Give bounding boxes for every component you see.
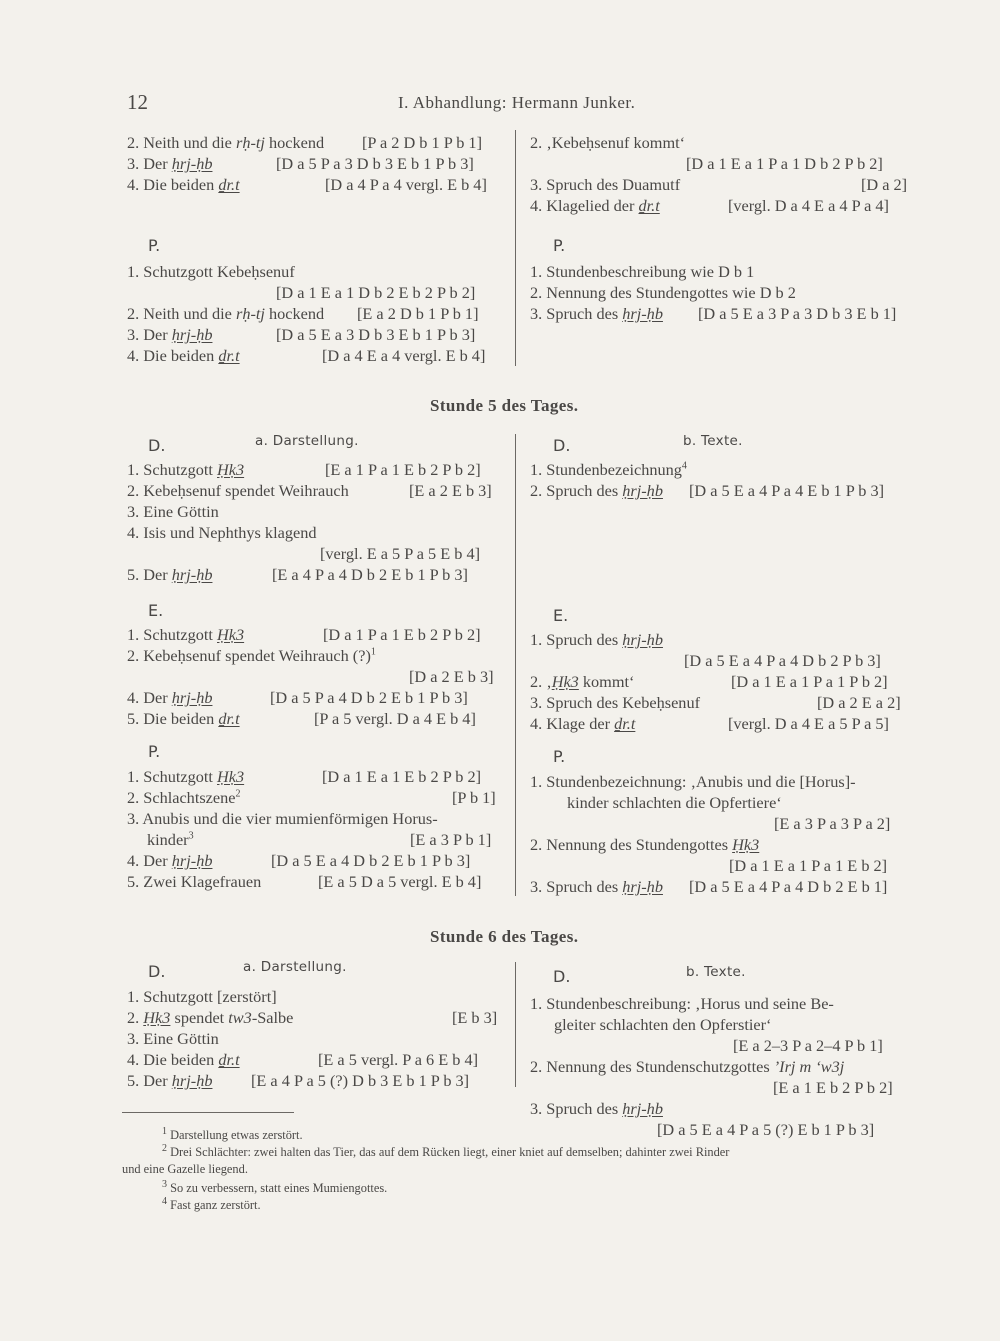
reference: [vergl. D a 4 E a 5 P a 5] bbox=[728, 714, 889, 733]
reference: [P b 1] bbox=[452, 788, 496, 807]
reference: [D a 1 P a 1 E b 2 P b 2] bbox=[323, 625, 481, 644]
list-item: 1. Spruch des ḥrj-ḥb bbox=[530, 630, 663, 649]
list-item: 3. Spruch des ḥrj-ḥb bbox=[530, 1099, 663, 1118]
list-item: 1. Stundenbezeichnung: ‚Anubis und die [Horus]- bbox=[530, 772, 856, 791]
list-item: 4. Isis und Nephthys klagend bbox=[127, 523, 317, 542]
list-item: 2. Spruch des ḥrj-ḥb bbox=[530, 481, 663, 500]
section-heading: E. bbox=[148, 601, 164, 620]
list-item: 3. Spruch des Duamutf bbox=[530, 175, 681, 194]
reference: [P a 5 vergl. D a 4 E b 4] bbox=[314, 709, 476, 728]
reference: [D a 5 P a 4 D b 2 E b 1 P b 3] bbox=[270, 688, 468, 707]
reference: [D a 5 E a 4 P a 4 D b 2 P b 3] bbox=[684, 651, 881, 670]
footnote: $^1$ Darstellung etwas zerstört. bbox=[162, 1125, 303, 1142]
section-heading: P. bbox=[148, 236, 161, 255]
list-item: 4. Der ḥrj-ḥb bbox=[127, 851, 213, 870]
section-heading: D. bbox=[553, 436, 571, 455]
reference: [D a 5 P a 3 D b 3 E b 1 P b 3] bbox=[276, 154, 474, 173]
reference: [D a 1 E a 1 E b 2 P b 2] bbox=[322, 767, 482, 786]
footnote-rule bbox=[122, 1112, 294, 1113]
reference: [E a 2 D b 1 P b 1] bbox=[357, 304, 479, 323]
reference: [D a 4 P a 4 vergl. E b 4] bbox=[325, 175, 487, 194]
hour-5-title: Stunde 5 des Tages. bbox=[430, 396, 579, 415]
list-item: 1. Stundenbeschreibung wie D b 1 bbox=[530, 262, 755, 281]
reference: [D a 2 E b 3] bbox=[409, 667, 494, 686]
reference: [D a 5 E a 4 P a 4 E b 1 P b 3] bbox=[689, 481, 885, 500]
list-item: gleiter schlachten den Opferstier‘ bbox=[554, 1015, 772, 1034]
page-number: 12 bbox=[127, 90, 148, 114]
reference: [E a 2–3 P a 2–4 P b 1] bbox=[733, 1036, 883, 1055]
list-item: kinder schlachten die Opfertiere‘ bbox=[567, 793, 782, 812]
section-heading: D. bbox=[148, 962, 166, 981]
list-item: 2. Nennung des Stundengottes Ḥḳ3 bbox=[530, 835, 760, 854]
reference: [D a 1 E a 1 P a 1 E b 2] bbox=[729, 856, 888, 875]
list-item: 3. Eine Göttin bbox=[127, 1029, 219, 1048]
list-item: 3. Der ḥrj-ḥb bbox=[127, 154, 213, 173]
list-item: 3. Anubis und die vier mumienförmigen Horus- bbox=[127, 809, 438, 828]
footnote: $^2$ Drei Schlächter: zwei halten das Tier, das auf dem Rücken liegt, einer kniet auf demselben; dahinter zwei Rinder bbox=[162, 1142, 730, 1159]
column-divider bbox=[515, 962, 516, 1087]
reference: [D a 1 E a 1 P a 1 P b 2] bbox=[731, 672, 888, 691]
list-item: 3. Spruch des Kebeḥsenuf bbox=[530, 693, 701, 712]
reference: [E a 4 P a 5 (?) D b 3 E b 1 P b 3] bbox=[251, 1071, 470, 1090]
list-item: 3. Spruch des ḥrj-ḥb bbox=[530, 877, 663, 896]
reference: [E a 5 D a 5 vergl. E b 4] bbox=[318, 872, 482, 891]
list-item: 1. Schutzgott Kebeḥsenuf bbox=[127, 262, 295, 281]
section-heading: P. bbox=[553, 236, 566, 255]
reference: [E a 3 P b 1] bbox=[410, 830, 492, 849]
running-head: I. Abhandlung: Hermann Junker. bbox=[398, 93, 636, 112]
list-item: 1. Schutzgott Ḥḳ3 bbox=[127, 460, 245, 479]
list-item: 2. Nennung des Stundenschutzgottes ’Irj m ‘w3j bbox=[530, 1057, 845, 1076]
reference: [E a 5 vergl. P a 6 E b 4] bbox=[318, 1050, 479, 1069]
reference: [vergl. D a 4 E a 4 P a 4] bbox=[728, 196, 889, 215]
reference: [vergl. E a 5 P a 5 E b 4] bbox=[320, 544, 481, 563]
reference: [D a 2] bbox=[861, 175, 908, 194]
list-item: 2. Kebeḥsenuf spendet Weihrauch (?)$^1$ bbox=[127, 646, 376, 665]
column-divider bbox=[515, 434, 516, 896]
list-item: 4. Die beiden ḏr.t bbox=[127, 346, 240, 365]
footnote: $^3$ So zu verbessern, statt eines Mumiengottes. bbox=[162, 1178, 388, 1195]
reference: [D a 5 E a 4 P a 4 D b 2 E b 1] bbox=[689, 877, 888, 896]
list-item: 4. Die beiden ḏr.t bbox=[127, 1050, 240, 1069]
section-heading: P. bbox=[553, 747, 566, 766]
list-item: 1. Schutzgott [zerstört] bbox=[127, 987, 277, 1006]
list-item: 1. Stundenbezeichnung$^4$ bbox=[530, 460, 687, 479]
reference: [D a 4 E a 4 vergl. E b 4] bbox=[322, 346, 486, 365]
footnote: $^4$ Fast ganz zerstört. bbox=[162, 1195, 261, 1212]
list-item: 2. ‚Ḥḳ3 kommt‘ bbox=[530, 672, 635, 691]
footnote-continuation: und eine Gazelle liegend. bbox=[122, 1162, 248, 1176]
reference: [E a 3 P a 3 P a 2] bbox=[774, 814, 891, 833]
reference: [D a 5 E a 4 D b 2 E b 1 P b 3] bbox=[271, 851, 471, 870]
reference: [E a 4 P a 4 D b 2 E b 1 P b 3] bbox=[272, 565, 468, 584]
list-item: 3. Eine Göttin bbox=[127, 502, 219, 521]
reference: [D a 5 E a 3 P a 3 D b 3 E b 1] bbox=[698, 304, 897, 323]
list-item: 2. ‚Kebeḥsenuf kommt‘ bbox=[530, 133, 686, 152]
list-item: kinder$^3$ bbox=[147, 830, 194, 849]
reference: [P a 2 D b 1 P b 1] bbox=[362, 133, 482, 152]
section-heading: P. bbox=[148, 742, 161, 761]
reference: [D a 1 E a 1 P a 1 D b 2 P b 2] bbox=[686, 154, 883, 173]
list-item: 1. Schutzgott Ḥḳ3 bbox=[127, 625, 245, 644]
list-item: 2. Neith und die rḥ-tj hockend bbox=[127, 304, 325, 323]
subsection-heading: b. Texte. bbox=[683, 433, 743, 449]
list-item: 1. Stundenbeschreibung: ‚Horus und seine Be- bbox=[530, 994, 834, 1013]
list-item: 2. Kebeḥsenuf spendet Weihrauch bbox=[127, 481, 349, 500]
list-item: 2. Nennung des Stundengottes wie D b 2 bbox=[530, 283, 796, 302]
list-item: 4. Der ḥrj-ḥb bbox=[127, 688, 213, 707]
list-item: 4. Klage der ḏr.t bbox=[530, 714, 636, 733]
section-heading: D. bbox=[553, 967, 571, 986]
reference: [E a 1 E b 2 P b 2] bbox=[773, 1078, 893, 1097]
section-heading: D. bbox=[148, 436, 166, 455]
list-item: 5. Der ḥrj-ḥb bbox=[127, 565, 213, 584]
reference: [D a 2 E a 2] bbox=[817, 693, 901, 712]
list-item: 5. Die beiden ḏr.t bbox=[127, 709, 240, 728]
hour-6-title: Stunde 6 des Tages. bbox=[430, 927, 579, 946]
list-item: 5. Der ḥrj-ḥb bbox=[127, 1071, 213, 1090]
list-item: 3. Spruch des ḥrj-ḥb bbox=[530, 304, 663, 323]
list-item: 4. Die beiden ḏr.t bbox=[127, 175, 240, 194]
reference: [D a 5 E a 3 D b 3 E b 1 P b 3] bbox=[276, 325, 476, 344]
list-item: 2. Neith und die rḥ-tj hockend bbox=[127, 133, 325, 152]
reference: [E a 2 E b 3] bbox=[409, 481, 492, 500]
reference: [D a 1 E a 1 D b 2 E b 2 P b 2] bbox=[276, 283, 476, 302]
list-item: 4. Klagelied der ḏr.t bbox=[530, 196, 660, 215]
list-item: 5. Zwei Klagefrauen bbox=[127, 872, 262, 891]
list-item: 3. Der ḥrj-ḥb bbox=[127, 325, 213, 344]
list-item: 1. Schutzgott Ḥḳ3 bbox=[127, 767, 245, 786]
reference: [D a 5 E a 4 P a 5 (?) E b 1 P b 3] bbox=[657, 1120, 875, 1139]
subsection-heading: a. Darstellung. bbox=[255, 433, 359, 449]
reference: [E b 3] bbox=[452, 1008, 498, 1027]
section-heading: E. bbox=[553, 606, 569, 625]
list-item: 2. Schlachtszene$^2$ bbox=[127, 788, 241, 807]
subsection-heading: b. Texte. bbox=[686, 964, 746, 980]
subsection-heading: a. Darstellung. bbox=[243, 959, 347, 975]
reference: [E a 1 P a 1 E b 2 P b 2] bbox=[325, 460, 481, 479]
column-divider bbox=[515, 130, 516, 366]
list-item: 2. Ḥḳ3 spendet tw3-Salbe bbox=[127, 1008, 294, 1027]
